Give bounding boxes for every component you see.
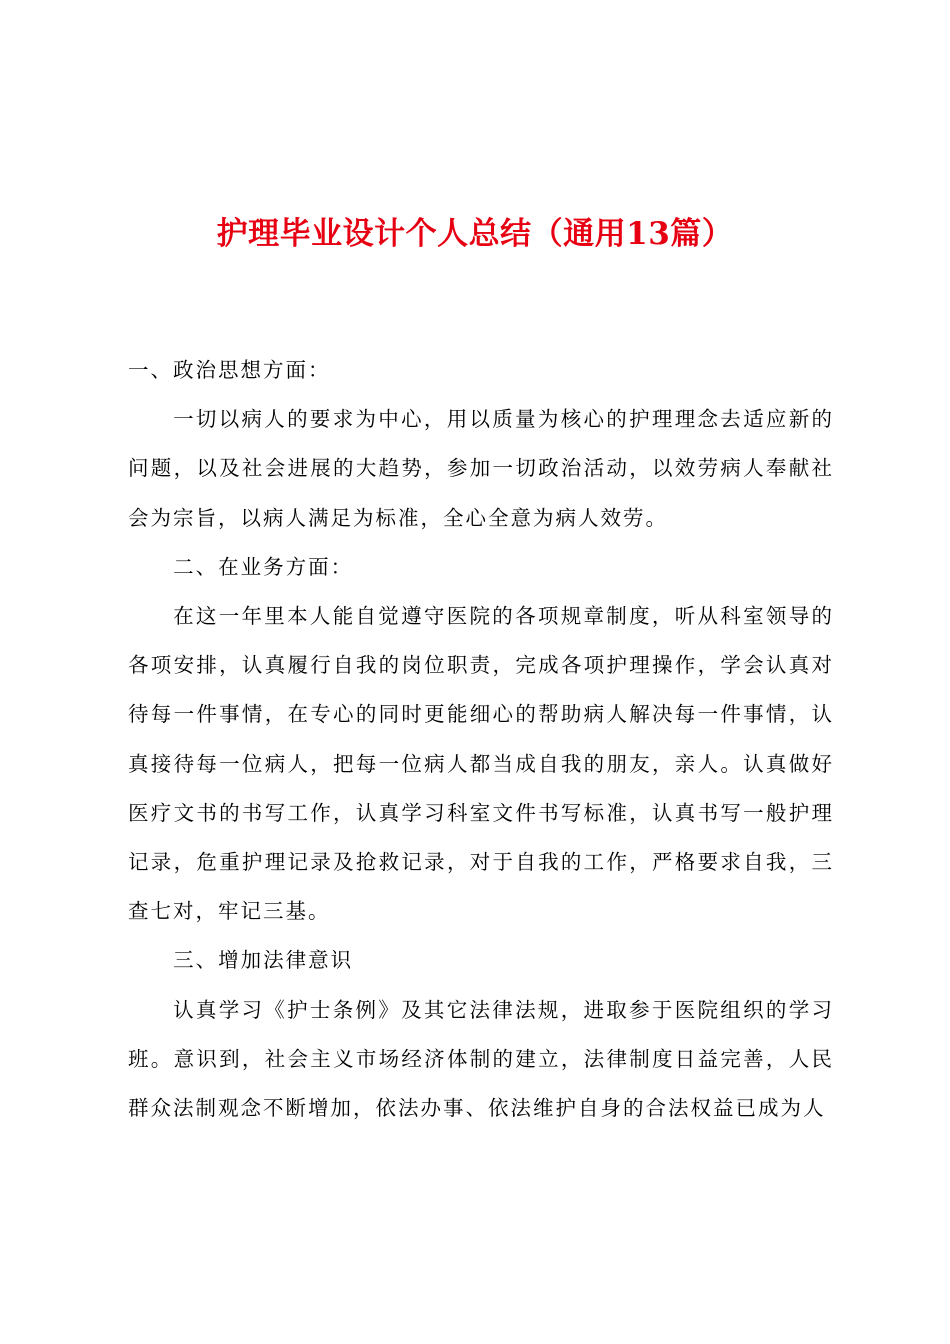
paragraph-business: 在这一年里本人能自觉遵守医院的各项规章制度，听从科室领导的各项安排，认真履行自我的岗位职责，完成各项护理操作，学会认真对待每一件事情，在专心的同时更能细心的帮助病人解决每一件事情，认真接待每一位病人，把每一位病人都当成自我的朋友，亲人。认真做好医疗文书的书写工作，认真学习科室文件书写标准，认真书写一般护理记录，危重护理记录及抢救记录，对于自我的工作，严格要求自我，三查七对，牢记三基。 <box>128 604 834 924</box>
section-heading-politics: 一、政治思想方面： <box>128 358 331 382</box>
section-heading-business: 二、在业务方面： <box>173 554 354 579</box>
document-body <box>128 346 834 1133</box>
paragraph-politics: 一切以病人的要求为中心，用以质量为核心的护理理念去适应新的问题，以及社会进展的大趋势，参加一切政治活动，以效劳病人奉献社会为宗旨，以病人满足为标准，全心全意为病人效劳。 <box>128 407 834 530</box>
section-heading-law: 三、增加法律意识 <box>173 948 354 973</box>
document-title: 护理毕业设计个人总结（通用13篇） <box>216 216 734 252</box>
paragraph-law: 认真学习《护士条例》及其它法律法规，进取参于医院组织的学习班。意识到，社会主义市场经济体制的建立，法律制度日益完善，人民群众法制观念不断增加，依法办事、依法维护自身的合法权益已成为人 <box>128 997 834 1121</box>
